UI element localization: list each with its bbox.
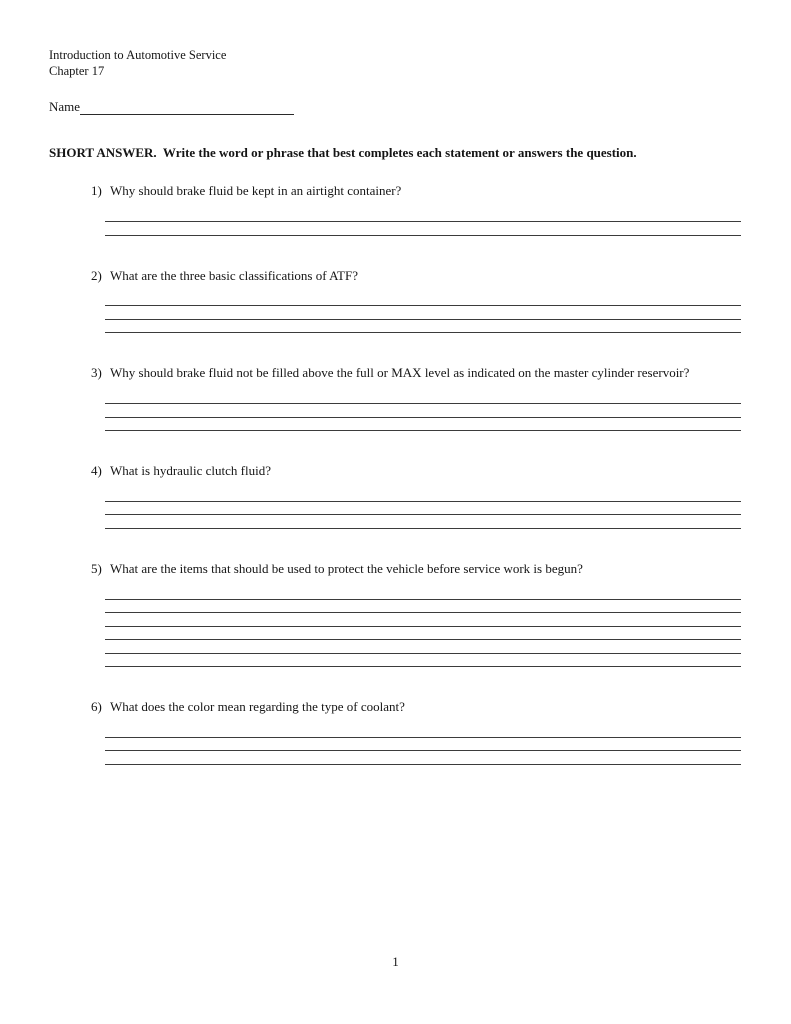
answer-lines — [105, 209, 741, 236]
answer-line — [105, 654, 741, 668]
page-footer — [0, 954, 791, 970]
document-header — [49, 48, 741, 79]
question-label: Why should brake fluid be kept in an airtight container? — [110, 183, 402, 199]
answer-line — [105, 293, 741, 307]
answer-line — [105, 418, 741, 432]
answer-line — [105, 488, 741, 502]
question-text — [91, 463, 741, 479]
answer-line — [105, 600, 741, 614]
name-blank-line — [80, 101, 294, 115]
question-label: Why should brake fluid not be filled above the full or MAX level as indicated on the master cylinder reservoir? — [110, 365, 690, 381]
page-number: 1 — [392, 954, 399, 969]
answer-line — [105, 627, 741, 641]
question-label: What are the items that should be used to protect the vehicle before service work is begun? — [110, 560, 583, 576]
question-text — [91, 365, 741, 381]
question-number: 1) — [91, 183, 102, 199]
question-block — [91, 699, 741, 765]
question-text — [91, 268, 741, 284]
question-number: 6) — [91, 699, 102, 714]
answer-line — [105, 738, 741, 752]
section-instruction: SHORT ANSWER. Write the word or phrase that best completes each statement or answers the question. — [49, 145, 637, 161]
answer-lines — [105, 293, 741, 334]
question-block — [91, 183, 741, 235]
answer-line — [105, 515, 741, 529]
answer-line — [105, 502, 741, 516]
question-number: 3) — [91, 365, 102, 381]
course-title: Introduction to Automotive Service — [49, 48, 227, 62]
question-number: 2) — [91, 267, 102, 283]
answer-lines — [105, 391, 741, 432]
question-text — [91, 699, 741, 715]
question-number: 4) — [91, 463, 102, 478]
question-text — [91, 561, 741, 577]
answer-line — [105, 391, 741, 405]
question-block — [91, 561, 741, 667]
answer-line — [105, 724, 741, 738]
answer-line — [105, 222, 741, 236]
question-block — [91, 268, 741, 334]
answer-lines — [105, 488, 741, 529]
name-label: Name — [49, 99, 81, 115]
answer-line — [105, 306, 741, 320]
question-number: 5) — [91, 560, 102, 576]
questions-list — [49, 183, 741, 765]
chapter-title: Chapter 17 — [49, 63, 105, 78]
answer-lines — [105, 586, 741, 667]
answer-lines — [105, 724, 741, 765]
answer-line — [105, 320, 741, 334]
name-field — [49, 99, 741, 115]
question-text — [91, 183, 741, 199]
answer-line — [105, 209, 741, 223]
question-label: What does the color mean regarding the type of coolant? — [110, 699, 405, 714]
question-block — [91, 463, 741, 529]
question-block — [91, 365, 741, 431]
question-label: What are the three basic classifications of ATF? — [110, 267, 358, 283]
answer-line — [105, 640, 741, 654]
question-label: What is hydraulic clutch fluid? — [110, 463, 272, 478]
answer-line — [105, 751, 741, 765]
answer-line — [105, 613, 741, 627]
answer-line — [105, 586, 741, 600]
answer-line — [105, 404, 741, 418]
